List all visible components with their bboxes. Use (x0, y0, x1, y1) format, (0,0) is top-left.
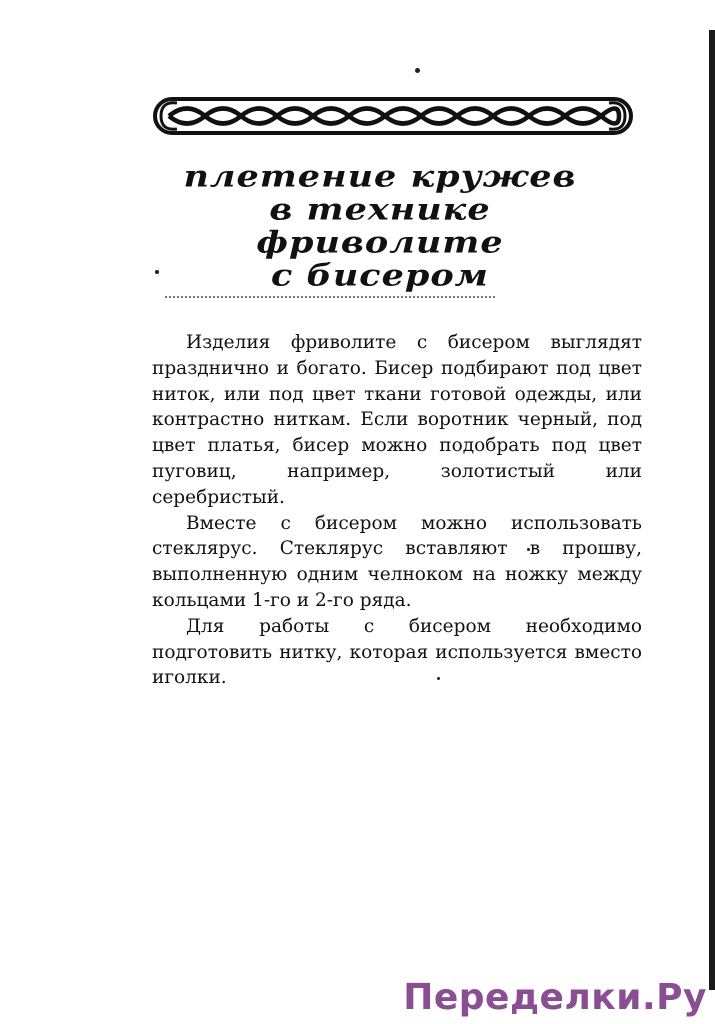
title-line-4: с бисером (271, 258, 489, 293)
page-binding-edge (709, 30, 715, 990)
title-line-2: в технике (269, 192, 491, 227)
title-divider (165, 296, 495, 298)
paragraph: Изделия фриволите с бисером выглядят празднично и богато. Бисер подбирают под цвет ниток, или под цвет ткани готовой одежды, или контрастно ниткам. Если воротник черный, под цвет платья, бисер можно подобрать под цвет пуговиц, например, золотистый или серебристый. (152, 332, 642, 508)
celtic-braid-border-icon (147, 93, 639, 139)
site-watermark: Переделки.Ру (403, 977, 707, 1018)
title-line-3: фриволите (256, 225, 504, 260)
body-text (152, 330, 642, 691)
paragraph: Для работы с бисером необходимо подготовить нитку, которая используется вместо иголки. (152, 615, 642, 689)
chapter-title (150, 160, 610, 292)
title-line-1: плетение кружев (183, 159, 577, 194)
paragraph: Вместе с бисером можно использовать стеклярус. Стеклярус вставляют в прошву, выполненную одним челноком на ножку между кольцами 1-го и 2-го ряда. (152, 512, 642, 611)
scan-speck (415, 68, 420, 73)
